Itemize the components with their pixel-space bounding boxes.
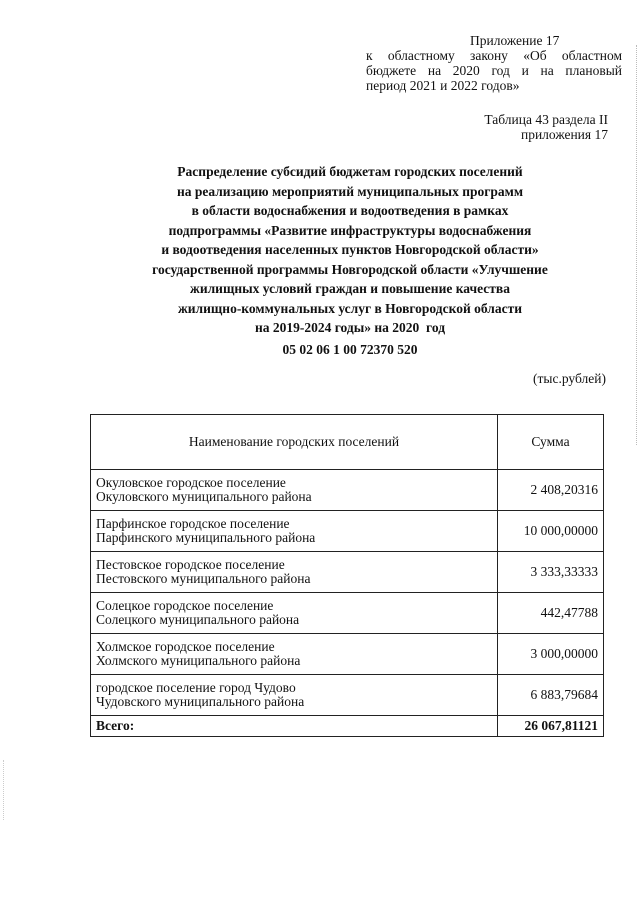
district-line: Солецкого муниципального района [96,612,300,627]
table-row [91,675,604,716]
total-amount: 26 067,81121 [498,716,604,737]
title-line: и водоотведения населенных пунктов Новгородской области» [161,242,539,257]
settlement-name [91,593,498,634]
title-line: подпрограммы «Развитие инфраструктуры водоснабжения [168,222,532,238]
subsidy-amount: 6 883,79684 [498,675,604,716]
units-label: (тыс.рублей) [533,371,606,386]
title-line: на реализацию мероприятий муниципальных программ [176,183,524,199]
settlement-name [91,552,498,593]
table-row [91,593,604,634]
title-line: государственной программы Новгородской области «Улучшение [152,261,548,277]
appendix-law-line: к областному закону «Об областном [366,48,622,63]
settlement-name [91,511,498,552]
header-sum: Сумма [498,415,604,470]
district-line: Холмского муниципального района [96,653,301,668]
appendix-number: Приложение 17 [470,33,560,48]
total-label: Всего: [91,716,498,737]
district-line: Окуловского муниципального района [96,489,312,504]
table-header-row [91,415,604,470]
table-row [91,511,604,552]
title-line: жилищно-коммунальных услуг в Новгородской области [177,300,523,316]
table-row [91,634,604,675]
subsidy-table [90,414,604,737]
scan-edge-mark [3,760,5,820]
budget-classification-code: 05 02 06 1 00 72370 520 [282,342,418,357]
subsidy-amount: 3 333,33333 [498,552,604,593]
district-line: Чудовского муниципального района [96,694,305,709]
district-line: Пестовского муниципального района [96,571,311,586]
document-title [90,162,610,338]
district-line: Парфинского муниципального района [96,530,316,545]
table-row [91,552,604,593]
appendix-budget-line: бюджете на 2020 год и на плановый [366,63,622,78]
settlement-line: Окуловское городское поселение [96,475,286,490]
subsidy-amount: 2 408,20316 [498,470,604,511]
settlement-line: городское поселение город Чудово [96,680,296,695]
scan-edge-mark [636,45,638,445]
title-line: на 2019-2024 годы» на 2020 год [254,320,446,335]
table-reference-line1: Таблица 43 раздела II [484,112,608,127]
appendix-header [366,33,622,93]
settlement-name [91,675,498,716]
settlement-name [91,470,498,511]
subsidy-amount: 442,47788 [498,593,604,634]
settlement-line: Солецкое городское поселение [96,598,274,613]
title-line: в области водоснабжения и водоотведения в рамках [191,203,509,218]
settlement-line: Холмское городское поселение [96,639,275,654]
title-line: Распределение субсидий бюджетам городских поселений [177,164,523,179]
title-line: жилищных условий граждан и повышение качества [190,281,510,296]
appendix-period-line: период 2021 и 2022 годов» [366,78,520,93]
header-name: Наименование городских поселений [91,415,498,470]
settlement-line: Парфинское городское поселение [96,516,290,531]
total-row [91,716,604,737]
table-reference-line2: приложения 17 [520,127,608,142]
subsidy-amount: 10 000,00000 [498,511,604,552]
table-reference [484,112,608,142]
table-row [91,470,604,511]
subsidy-amount: 3 000,00000 [498,634,604,675]
settlement-line: Пестовское городское поселение [96,557,285,572]
settlement-name [91,634,498,675]
